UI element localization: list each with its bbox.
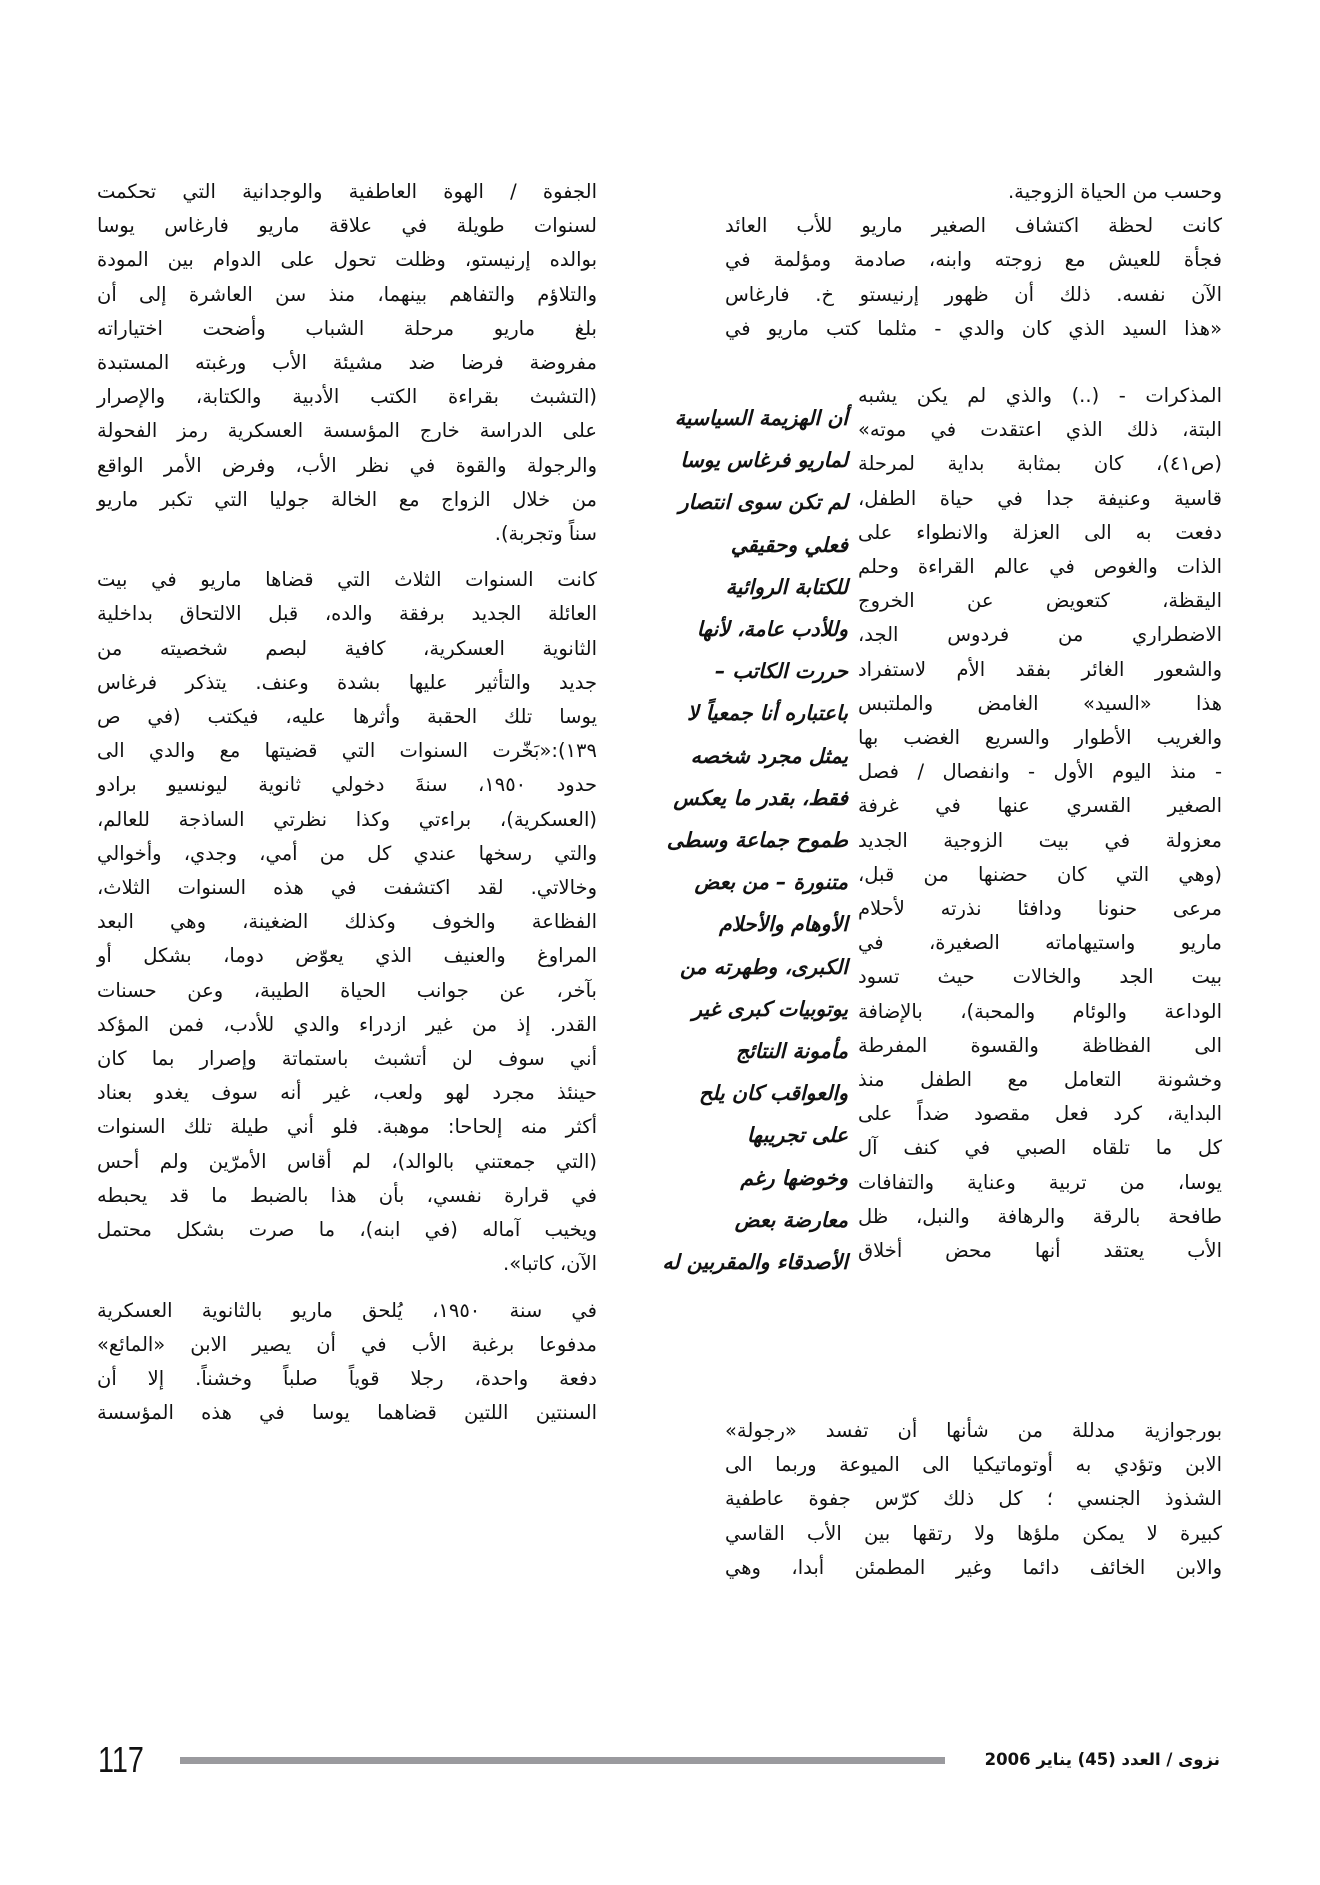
- text-line: مأمونة النتائج: [735, 1039, 848, 1064]
- text-line: الأوهام والأحلام: [718, 912, 848, 937]
- text-line: على الدراسة خارج المؤسسة العسكرية رمز الفحولة: [97, 419, 597, 443]
- text-line: القدر. إذ من غير ازدراء والدي للأدب، فمن المؤكد: [97, 1012, 597, 1036]
- text-line: في قرارة نفسي، بأن هذا بالضبط ما قد يحبطه: [97, 1183, 597, 1207]
- text-line: كانت لحظة اكتشاف الصغير ماريو للأب العائد: [725, 214, 1222, 238]
- text-line: الابن وتؤدي به أوتوماتيكيا الى الميوعة وربما الى: [725, 1453, 1222, 1477]
- text-line: العائلة الجديد برفقة والده، قبل الالتحاق بداخلية: [97, 602, 597, 626]
- text-line: (وهي التي كان حضنها من قبل،: [858, 862, 1222, 886]
- text-line: يوتوبيات كبرى غير: [692, 996, 848, 1021]
- text-line: (العسكرية)، براءتي وكذا نظرتي الساذجة للعالم،: [97, 807, 597, 831]
- text-line: طموح جماعة وسطى: [666, 828, 848, 853]
- text-line: ١٣٩):«بَخّرت السنوات التي قضيتها مع والدي الى: [97, 739, 597, 763]
- text-line: والشعور الغائر بفقد الأم لاستفراد: [858, 657, 1222, 681]
- text-line: والعواقب كان يلح: [698, 1081, 848, 1106]
- text-line: بلغ ماريو مرحلة الشباب وأضحت اختياراته: [97, 316, 597, 340]
- text-line: الصغير القسري عنها في غرفة: [858, 794, 1222, 818]
- text-line: مدفوعا برغبة الأب في أن يصير الابن «المائع»: [97, 1332, 597, 1356]
- text-line: أن الهزيمة السياسية: [674, 406, 848, 430]
- text-line: الثانوية العسكرية، كافية لبصم شخصيته من: [97, 636, 597, 660]
- text-line: بوالده إرنيستو، وظلت تحول على الدوام بين المودة: [97, 248, 597, 272]
- text-line: على تجريبها: [746, 1123, 848, 1148]
- text-line: كل ما تلقاه الصبي في كنف آل: [858, 1136, 1222, 1160]
- text-line: الأب يعتقد أنها محض أخلاق: [858, 1239, 1222, 1263]
- pull-quote: [605, 397, 848, 1283]
- text-line: المذكرات - (..) والذي لم يكن يشبه: [858, 384, 1222, 407]
- text-line: لم تكن سوى انتصار: [678, 490, 848, 515]
- text-line: ماريو واستيهاماته الصغيرة، في: [858, 931, 1222, 955]
- text-line: الآن، كاتبا».: [503, 1252, 597, 1276]
- text-line: وخوضها رغم: [740, 1165, 848, 1190]
- text-line: الشذوذ الجنسي ؛ كل ذلك كرّس جفوة عاطفية: [725, 1487, 1222, 1511]
- text-line: دفعة واحدة، رجلا قوياً صلباً وخشناً. إلا أن: [97, 1366, 597, 1390]
- text-line: (التشبث بقراءة الكتب الأدبية والكتابة، والإصرار: [97, 385, 597, 409]
- text-line: للكتابة الروائية: [725, 574, 848, 599]
- text-line: هذا «السيد» الغامض والملتبس: [858, 691, 1222, 715]
- text-line: والغريب الأطوار والسريع الغضب بها: [858, 726, 1222, 750]
- text-line: الذات والغوص في عالم القراءة وحلم: [858, 555, 1222, 579]
- page-number: 117: [98, 1739, 144, 1780]
- right-column-middle: [858, 379, 1222, 1268]
- text-line: سناً وتجربة).: [494, 522, 597, 546]
- left-paragraph-3: [97, 1294, 597, 1431]
- text-line: معزولة في بيت الزوجية الجديد: [858, 828, 1222, 852]
- text-line: باعتباره أنا جمعياً لا: [686, 701, 848, 726]
- right-column-bottom: [725, 1414, 1222, 1585]
- text-line: والرجولة والقوة في نظر الأب، وفرض الأمر الواقع: [97, 453, 597, 477]
- page-footer: [0, 1740, 1320, 1780]
- text-line: والابن الخائف دائما وغير المطمئن أبدا، وهي: [725, 1555, 1222, 1579]
- text-line: وخالاتي. لقد اكتشفت في هذه السنوات الثلاث،: [97, 876, 597, 900]
- text-line: الفظاعة والخوف وكذلك الضغينة، وهي البعد: [97, 910, 597, 934]
- text-line: كبيرة لا يمكن ملؤها ولا رتقها بين الأب القاسي: [725, 1521, 1222, 1545]
- text-line: جديد والتأثير عليها بشدة وعنف. يتذكر فرغاس: [97, 670, 597, 694]
- text-line: أكثر منه إلحاحا: موهبة. فلو أني طيلة تلك السنوات: [97, 1115, 597, 1139]
- text-line: الى الفظاظة والقسوة المفرطة: [858, 1033, 1222, 1057]
- text-line: لماريو فرغاس يوسا: [680, 448, 848, 473]
- text-line: وللأدب عامة، لأنها: [696, 617, 848, 642]
- text-line: المراوغ والعنيف الذي يعوّض دوما، بشكل أو: [97, 944, 597, 968]
- text-line: من خلال الزواج مع الخالة جوليا التي تكبر ماريو: [97, 487, 597, 511]
- text-line: دفعت به الى العزلة والانطواء على: [858, 520, 1222, 544]
- text-line: في سنة ١٩٥٠، يُلحق ماريو بالثانوية العسكرية: [97, 1298, 598, 1322]
- text-line: حدود ١٩٥٠، سنةَ دخولي ثانوية ليونسيو برادو: [97, 773, 597, 797]
- text-line: فقط، بقدر ما يعكس: [673, 785, 848, 810]
- text-line: يوسا تلك الحقبة وأثرها عليه، فيكتب (في ص: [97, 705, 597, 729]
- text-line: وخشونة التعامل مع الطفل منذ: [858, 1068, 1222, 1092]
- text-line: معارضة بعض: [734, 1207, 848, 1232]
- text-line: اليقظة، كتعويض عن الخروج: [858, 589, 1222, 613]
- footer-rule: [180, 1757, 945, 1764]
- text-line: وحسب من الحياة الزوجية.: [1007, 180, 1222, 203]
- left-paragraph-1: [97, 175, 597, 551]
- text-line: البداية، كرد فعل مقصود ضداً على: [858, 1102, 1222, 1126]
- text-line: الجفوة / الهوة العاطفية والوجدانية التي تحكمت: [97, 180, 597, 203]
- text-line: كانت السنوات الثلاث التي قضاها ماريو في بيت: [97, 568, 597, 592]
- text-line: مفروضة فرضا ضد مشيئة الأب ورغبته المستبدة: [97, 351, 597, 375]
- text-line: (ص٤١)، كان بمثابة بداية لمرحلة: [858, 452, 1222, 476]
- text-line: (التي جمعتني بالوالد)، لم أقاس الأمرّين ولم أحس: [97, 1149, 597, 1173]
- text-line: والتلاؤم والتفاهم بينهما، منذ سن العاشرة إلى أن: [97, 282, 597, 306]
- text-line: أني سوف لن أتشبث باستماتة وإصرار بما كان: [97, 1047, 597, 1071]
- text-line: السنتين اللتين قضاهما يوسا في هذه المؤسسة: [97, 1401, 597, 1425]
- left-column: [97, 175, 597, 1442]
- text-line: حينئذ مجرد لهو ولعب، غير أنه سوف يغدو بعناد: [97, 1081, 597, 1105]
- text-line: الآن نفسه. ذلك أن ظهور إرنيستو خ. فارغاس: [725, 282, 1222, 306]
- text-line: متنورة – من بعض: [694, 870, 848, 895]
- text-line: الاضطراري من فردوس الجد،: [858, 623, 1222, 647]
- issue-info: نزوى / العدد (45) يناير 2006: [984, 1750, 1220, 1769]
- text-line: فعلي وحقيقي: [730, 532, 848, 557]
- text-line: فجأة للعيش مع زوجته وابنه، صادمة ومؤلمة في: [725, 248, 1222, 272]
- text-line: بآخر، عن جوانب الحياة الطيبة، وعن حسنات: [97, 978, 597, 1002]
- text-line: حررت الكاتب –: [714, 659, 848, 684]
- left-paragraph-2: [97, 563, 597, 1281]
- text-line: بورجوازية مدللة من شأنها أن تفسد «رجولة»: [725, 1419, 1222, 1442]
- text-line: ويخيب آماله (في ابنه)، ما صرت بشكل محتمل: [97, 1218, 597, 1242]
- text-line: الأصدقاء والمقربين له: [662, 1250, 848, 1275]
- right-column-top: [725, 175, 1222, 346]
- text-line: البتة، ذلك الذي اعتقدت في موته»: [858, 418, 1222, 442]
- text-line: والتي رسخها عندي كل من أمي، وجدي، وأخوالي: [97, 841, 597, 865]
- text-line: «هذا السيد الذي كان والدي - مثلما كتب ماريو في: [725, 316, 1222, 340]
- text-line: مرعى حنونا ودافئا نذرته لأحلام: [858, 897, 1222, 921]
- text-line: لسنوات طويلة في علاقة ماريو فارغاس يوسا: [97, 214, 597, 238]
- text-line: الوداعة والوئام والمحبة)، بالإضافة: [858, 999, 1222, 1023]
- text-line: طافحة بالرقة والرهافة والنبل، ظل: [858, 1204, 1222, 1228]
- text-line: الكبرى، وطهرته من: [680, 954, 848, 979]
- text-line: يمثل مجرد شخصه: [690, 743, 848, 768]
- text-line: بيت الجد والخالات حيث تسود: [858, 965, 1222, 989]
- text-line: قاسية وعنيفة جدا في حياة الطفل،: [858, 486, 1222, 510]
- text-line: يوسا، من تربية وعناية والتفافات: [858, 1170, 1222, 1194]
- text-line: - منذ اليوم الأول - وانفصال / فصل: [858, 760, 1222, 784]
